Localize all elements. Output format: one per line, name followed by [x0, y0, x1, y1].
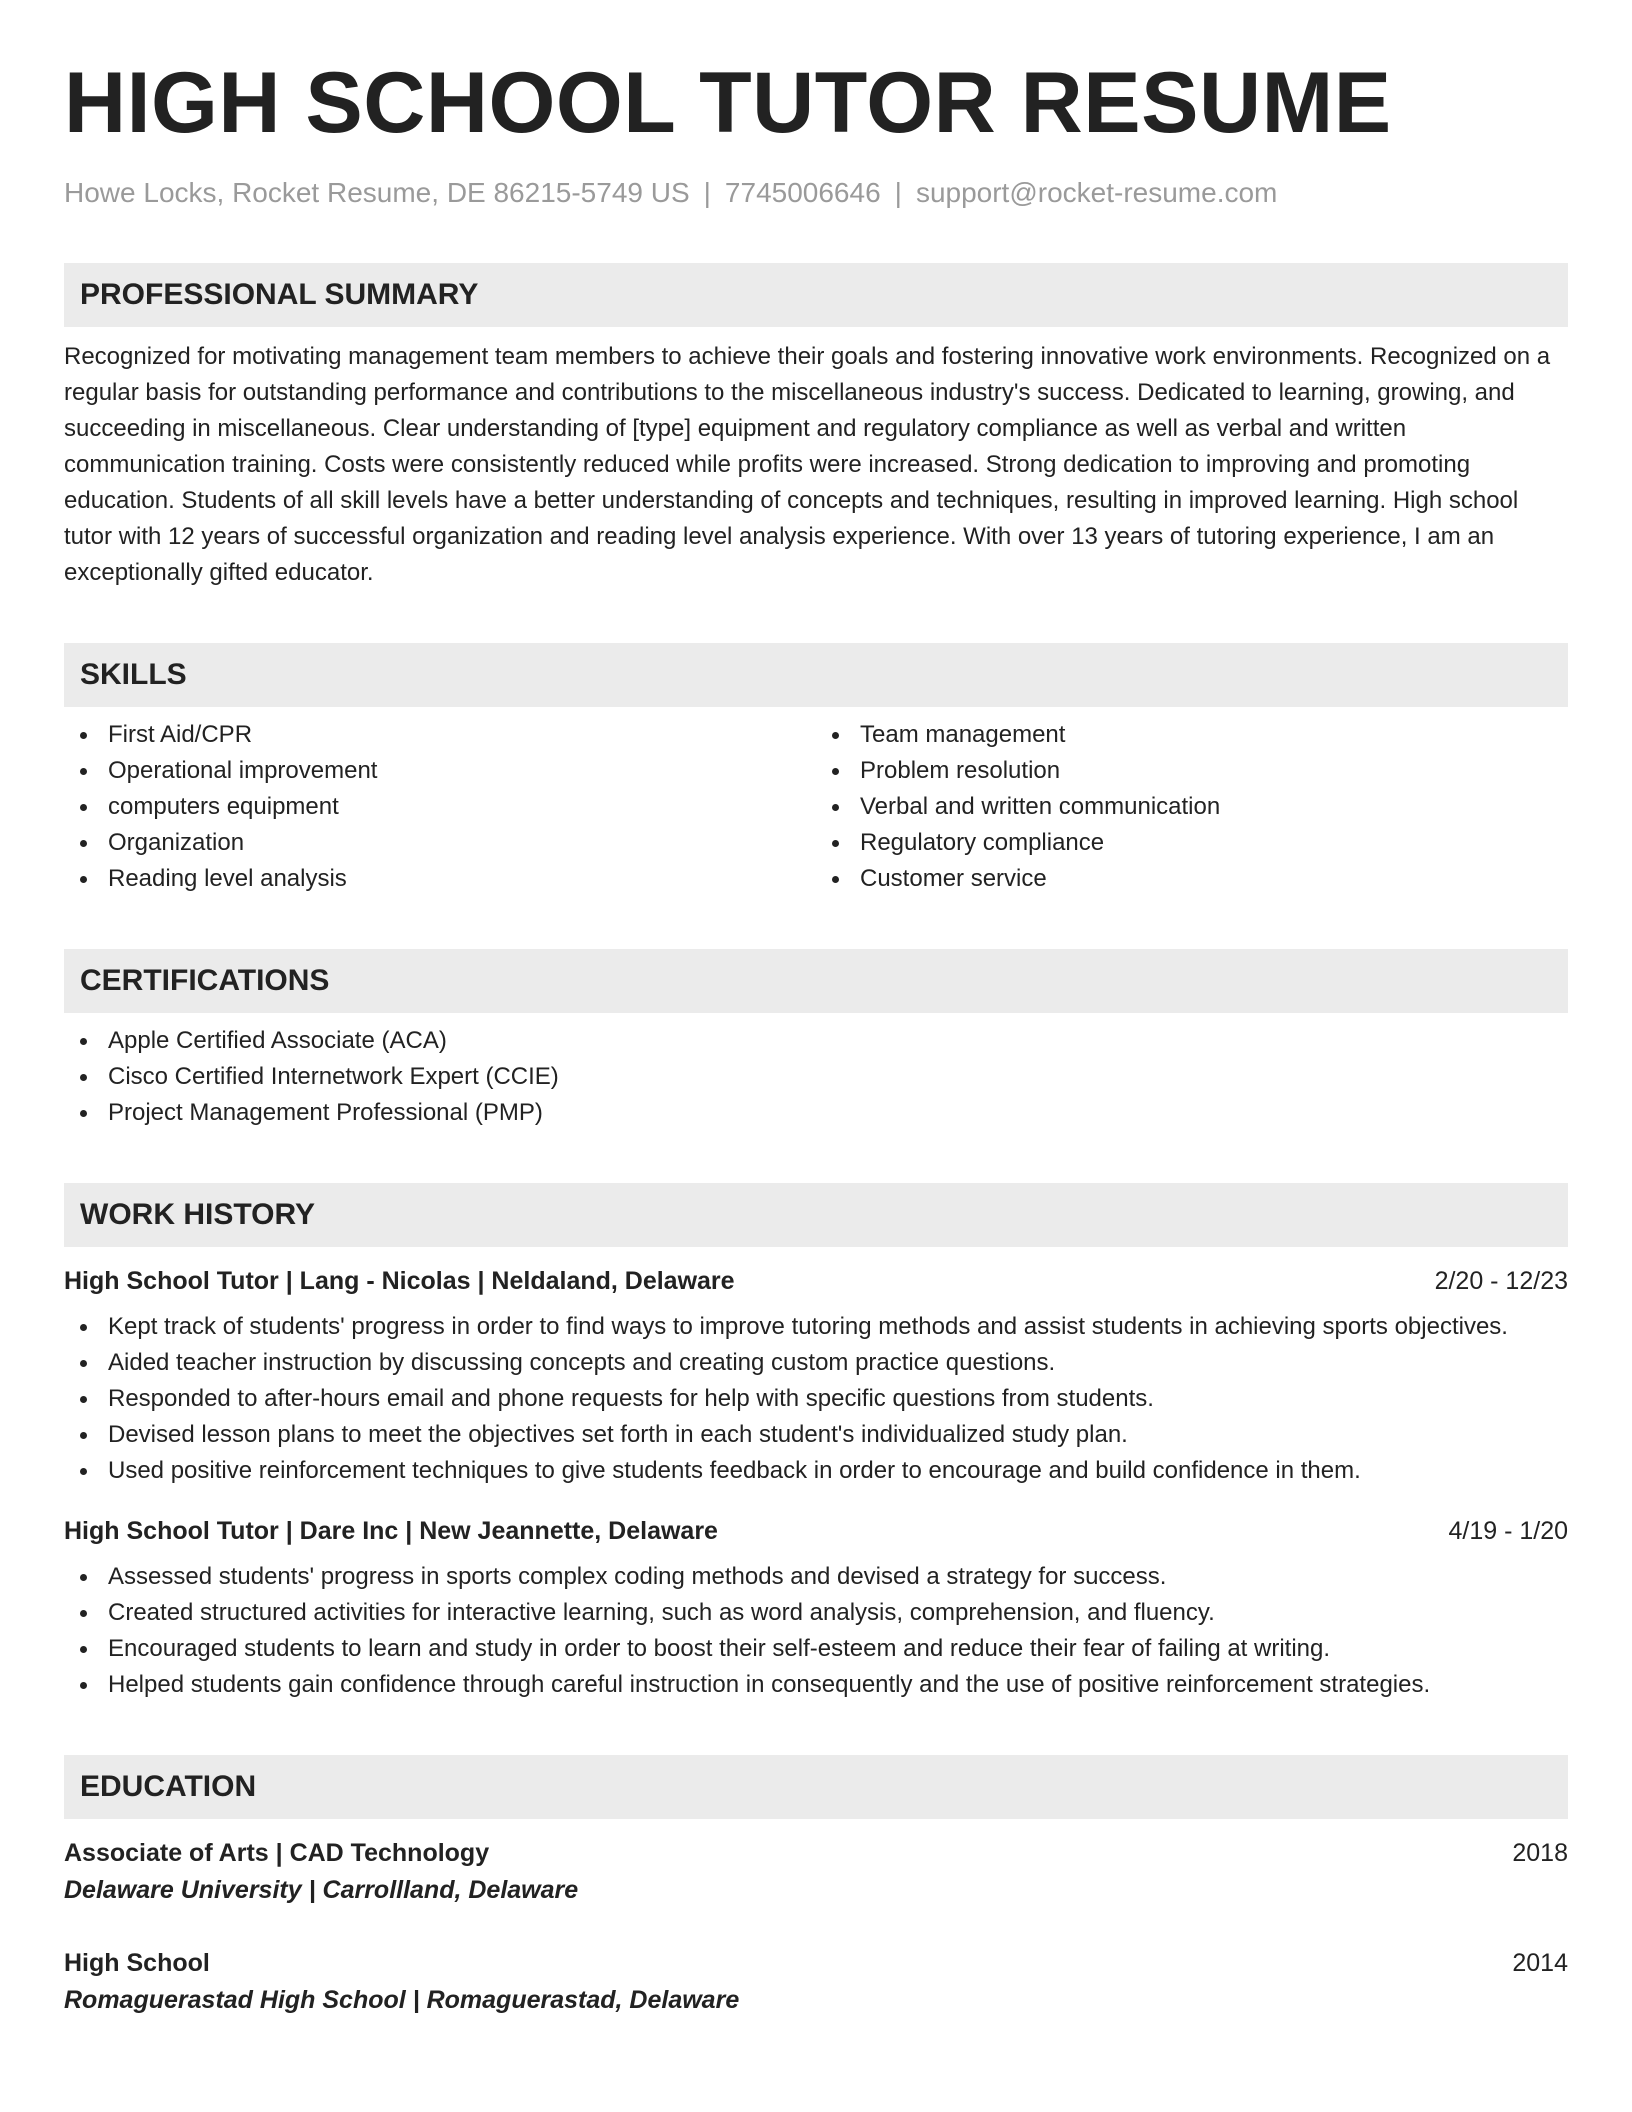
job-title: High School Tutor | Dare Inc | New Jeannette, Delaware: [64, 1516, 718, 1545]
contact-address: Howe Locks, Rocket Resume, DE 86215-5749 US: [64, 176, 690, 208]
skills-list-right: [816, 717, 1568, 897]
job-title: High School Tutor | Lang - Nicolas | Neldaland, Delaware: [64, 1266, 735, 1295]
job-bullet: Created structured activities for interactive learning, such as word analysis, comprehension, and fluency.: [64, 1595, 1568, 1631]
section-header-summary: PROFESSIONAL SUMMARY: [64, 263, 1568, 327]
education-entry: [64, 1835, 1568, 1909]
skill-item: Customer service: [816, 861, 1568, 897]
certification-item: Cisco Certified Internetwork Expert (CCIE): [64, 1059, 1568, 1095]
job-bullet: Used positive reinforcement techniques to give students feedback in order to encourage and build confidence in them.: [64, 1453, 1568, 1489]
education-degree: Associate of Arts | CAD Technology: [64, 1838, 490, 1867]
education-school: Delaware University | Carrollland, Delaware: [64, 1875, 579, 1904]
skill-item: Team management: [816, 717, 1568, 753]
education-year: 2014: [1512, 1948, 1568, 1977]
skill-item: Organization: [64, 825, 816, 861]
contact-phone: 7745006646: [724, 176, 881, 208]
certifications-list: [64, 1023, 1568, 1131]
job-bullet: Aided teacher instruction by discussing concepts and creating custom practice questions.: [64, 1345, 1568, 1381]
summary-text: Recognized for motivating management team members to achieve their goals and fostering innovative work environments. Recognized on a regular basis for outstanding performance and contributions to the miscellaneous industry's success. Dedicated to learning, growing, and succeeding in miscellaneous. Clear understanding of [type] equipment and regulatory compliance as well as verbal and written communication training. Costs were consistently reduced while profits were increased. Strong dedication to improving and promoting education. Students of all skill levels have a better understanding of concepts and techniques, resulting in improved learning. High school tutor with 12 years of successful organization and reading level analysis experience. With over 13 years of tutoring experience, I am an exceptionally gifted educator.: [64, 342, 1551, 586]
job-bullet: Kept track of students' progress in order to find ways to improve tutoring methods and assist students in achieving sports objectives.: [64, 1309, 1568, 1345]
education-degree: High School: [64, 1948, 210, 1977]
skill-item: computers equipment: [64, 789, 816, 825]
skill-item: Verbal and written communication: [816, 789, 1568, 825]
skills-list-left: [64, 717, 816, 897]
section-header-work-history: WORK HISTORY: [64, 1183, 1568, 1247]
job-header: [64, 1263, 1568, 1299]
job-bullets: [64, 1309, 1568, 1489]
contact-separator: |: [703, 176, 711, 208]
skills-grid: [64, 707, 1568, 897]
resume-title: HIGH SCHOOL TUTOR RESUME: [64, 55, 1392, 151]
job-bullet: Devised lesson plans to meet the objectives set forth in each student's individualized study plan.: [64, 1417, 1568, 1453]
skill-item: Problem resolution: [816, 753, 1568, 789]
section-header-skills: SKILLS: [64, 643, 1568, 707]
certification-item: Project Management Professional (PMP): [64, 1095, 1568, 1131]
job-bullet: Helped students gain confidence through careful instruction in consequently and the use of positive reinforcement strategies.: [64, 1667, 1568, 1703]
job-bullet: Assessed students' progress in sports complex coding methods and devised a strategy for success.: [64, 1559, 1568, 1595]
education-header: [64, 1945, 1568, 1981]
job-bullets: [64, 1559, 1568, 1703]
skill-item: First Aid/CPR: [64, 717, 816, 753]
job-bullet: Responded to after-hours email and phone requests for help with specific questions from students.: [64, 1381, 1568, 1417]
job-entry: [64, 1513, 1568, 1703]
contact-line: [64, 175, 1568, 211]
skill-item: Reading level analysis: [64, 861, 816, 897]
job-dates: 4/19 - 1/20: [1448, 1516, 1568, 1545]
job-bullet: Encouraged students to learn and study in order to boost their self-esteem and reduce their fear of failing at writing.: [64, 1631, 1568, 1667]
contact-separator: |: [894, 176, 902, 208]
education-header: [64, 1835, 1568, 1871]
skill-item: Operational improvement: [64, 753, 816, 789]
section-header-education: EDUCATION: [64, 1755, 1568, 1819]
certification-item: Apple Certified Associate (ACA): [64, 1023, 1568, 1059]
job-dates: 2/20 - 12/23: [1434, 1266, 1568, 1295]
job-header: [64, 1513, 1568, 1549]
education-year: 2018: [1512, 1838, 1568, 1867]
education-entry: [64, 1945, 1568, 2019]
skill-item: Regulatory compliance: [816, 825, 1568, 861]
education-school: Romaguerastad High School | Romaguerastad, Delaware: [64, 1985, 740, 2014]
section-header-certifications: CERTIFICATIONS: [64, 949, 1568, 1013]
contact-email: support@rocket-resume.com: [915, 176, 1278, 208]
job-entry: [64, 1263, 1568, 1489]
